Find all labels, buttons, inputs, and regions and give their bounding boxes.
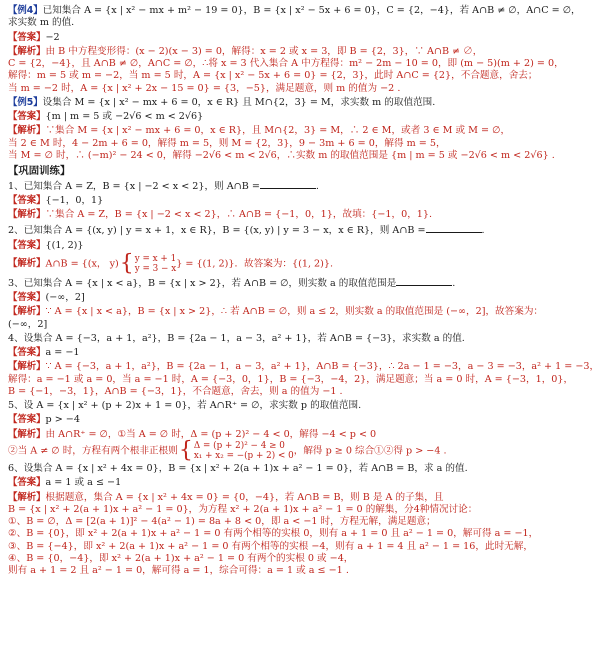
exercise-1-solution: 【解析】∵集合 A = Z，B = {x | −2 < x < 2}，∴ A∩B = {−1，0，1}，故填：{−1，0，1}. — [8, 209, 433, 221]
example-5-question: 【例5】设集合 M = {x | x² − mx + 6 = 0，x ∈ R} 且 M∩{2，3} = M，求实数 m 的取值范围. — [8, 96, 436, 108]
answer-tag: 【答案】 — [8, 31, 46, 43]
exercise-6-solution-6: ④、B = {0，−4}，即 x² + 2(a + 1)x + a² − 1 = 0 有两个的实根 0 或 −4， — [8, 552, 354, 564]
exercise-5 — [8, 400, 492, 464]
example-4-solution-1: 【解析】由 B 中方程变形得：(x − 2)(x − 3) = 0，解得：x = 2 或 x = 3，即 B = {2，3}，∵ A∩B ≠ ∅， — [8, 45, 483, 57]
exercise-6-solution-5: ③、B = {−4}，即 x² + 2(a + 1)x + a² − 1 = 0 有两个相等的实根 −4，则有 a + 1 = 4 且 a² − 1 = 16，此时无解， — [8, 540, 533, 552]
exercise-6-solution-7: 则有 a + 1 = 2 且 a² − 1 = 0，解可得 a = 1，综合可得：a = 1 或 a ≤ −1 . — [8, 565, 349, 577]
answer-blank — [396, 276, 452, 286]
exercise-3-question: 3、已知集合 A = {x | x < a}，B = {x | x > 2}，若 A∩B = ∅，则实数 a 的取值范围是 . — [8, 277, 456, 289]
exercise-6-solution-2: B = {x | x² + 2(a + 1)x + a² − 1 = 0}，为方程 x² + 2(a + 1)x + a² − 1 = 0 的解集，分4种情况讨论： — [8, 503, 478, 515]
exercise-6-answer: 【答案】a = 1 或 a ≤ −1 — [8, 477, 122, 489]
exercise-6-solution-3: ①、B = ∅，Δ = [2(a + 1)]² − 4(a² − 1) = 8a + 8 < 0，即 a < −1 时，方程无解，满足题意； — [8, 516, 436, 528]
exercise-6-solution-1: 【解析】根据题意，集合 A = {x | x² + 4x = 0} = {0，−4}，若 A∩B = B，则 B 是 A 的子集，且 — [8, 491, 444, 503]
example-4-solution-3: 解得：m = 5 或 m = −2，当 m = 5 时，A = {x | x² − 5x + 6 = 0} = {2，3}，此时 A∩C = {2}，不合题意，舍去； — [8, 70, 538, 82]
exercise-1 — [8, 179, 492, 222]
exercise-3-solution-1: 【解析】∵ A = {x | x < a}，B = {x | x > 2}，∴ 若 A∩B = ∅，则 a ≤ 2，则实数 a 的取值范围是 (−∞，2]，故答案为： — [8, 306, 544, 318]
equation-system: y = x + 1 y = 3 − x — [134, 253, 177, 274]
example-4-question — [8, 5, 581, 17]
example-4-solution-2: C = {2，−4}，且 A∩B ≠ ∅，A∩C = ∅，∴将 x = 3 代入集合 A 中方程得：m² − 2m − 10 = 0，即 (m − 5)(m + 2) = 0， — [8, 58, 564, 70]
exercise-6-question: 6、设集合 A = {x | x² + 4x = 0}，B = {x | x² + 2(a + 1)x + a² − 1 = 0}，若 A∩B = B，求 a 的值. — [8, 463, 468, 475]
exercise-3-solution-2: (−∞，2] — [8, 318, 48, 330]
exercise-4-solution-2: 解得：a = −1 或 a = 0，当 a = −1 时，A = {−3，0，1}，B = {−3，−4，2}，满足题意；当 a = 0 时，A = {−3，1，0}， — [8, 373, 574, 385]
exercise-2-question: 2、已知集合 A = {(x, y) | y = x + 1，x ∈ R}，B = {(x, y) | y = 3 − x，x ∈ R}，则 A∩B = . — [8, 225, 485, 237]
solution-tag: 【解析】 — [8, 45, 46, 57]
exercise-5-solution-2: ②当 A ≠ ∅ 时，方程有两个根非正根则{Δ = (p + 2)² − 4 ≥ 0 x₁ + x₂ = −(p + 2) < 0，解得 p ≥ 0 综合①②得 p > −4 . — [8, 438, 447, 464]
exercise-6 — [8, 463, 539, 577]
exercise-4-question: 4、设集合 A = {−3，a + 1，a²}，B = {2a − 1，a − 3，a² + 1}，若 A∩B = {−3}，求实数 a 的值. — [8, 332, 465, 344]
exercise-4 — [8, 332, 599, 398]
example-5 — [8, 96, 555, 162]
example-5-tag: 【例5】 — [8, 96, 43, 108]
exercise-6-solution-4: ②、B = {0}，即 x² + 2(a + 1)x + a² − 1 = 0 有两个相等的实根 0，则有 a + 1 = 0 且 a² − 1 = 0，解可得 a = −1， — [8, 528, 539, 540]
answer-blank — [260, 179, 316, 189]
example-5-solution-1: 【解析】∵集合 M = {x | x² − mx + 6 = 0，x ∈ R}，且 M∩{2，3} = M，∴ 2 ∈ M，或者 3 ∈ M 或 M = ∅， — [8, 125, 511, 137]
exercise-1-question: 1、已知集合 A = Z，B = {x | −2 < x < 2}，则 A∩B = . — [8, 180, 319, 192]
exercise-5-solution-1: 【解析】由 A∩R⁺ = ∅，①当 A = ∅ 时，Δ = (p + 2)² − 4 < 0，解得 −4 < p < 0 — [8, 428, 377, 440]
exercise-2 — [8, 223, 492, 274]
exercise-2-answer: 【答案】{(1, 2)} — [8, 239, 84, 251]
example-4-tag: 【例4】 — [8, 5, 43, 16]
example-4-text-2: 求实数 m 的值. — [8, 17, 75, 29]
exercise-2-solution: 【解析】A∩B = {(x， y){y = x + 1 y = 3 − x} = {(1, 2)}．故答案为：{(1, 2)}. — [8, 250, 334, 276]
example-4-answer-value: −2 — [45, 31, 60, 43]
example-5-answer: 【答案】{m | m = 5 或 −2√6 < m < 2√6} — [8, 111, 204, 123]
exercise-3 — [8, 276, 544, 331]
exercise-1-answer: 【答案】{−1，0，1} — [8, 194, 104, 206]
exercise-5-answer: 【答案】p > −4 — [8, 414, 80, 426]
section-heading: 【巩固训练】 — [8, 165, 71, 178]
example-4-solution-4: 当 m = −2 时，A = {x | x² + 2x − 15 = 0} = {3，−5}，满足题意，则 m 的值为 −2 . — [8, 82, 401, 94]
system-brace: { — [178, 438, 193, 464]
example-5-solution-2: 当 2 ∈ M 时，4 − 2m + 6 = 0，解得 m = 5，则 M = {2，3}，9 − 3m + 6 = 0，解得 m = 5， — [8, 137, 446, 149]
exercise-5-question: 5、设 A = {x | x² + (p + 2)x + 1 = 0}，若 A∩R⁺ = ∅，求实数 p 的取值范围. — [8, 400, 362, 412]
example-4 — [8, 5, 581, 95]
example-4-text-1: 已知集合 A = {x | x² − mx + m² − 19 = 0}，B = {x | x² − 5x + 6 = 0}，C = {2，−4}，若 A∩B ≠ ∅，A∩C = ∅， — [42, 5, 581, 16]
exercise-3-answer: 【答案】(−∞，2] — [8, 292, 85, 304]
system-brace: { — [119, 250, 134, 276]
answer-blank — [426, 223, 482, 233]
solution-tag: 【解析】 — [8, 125, 46, 137]
exercise-4-answer: 【答案】a = −1 — [8, 347, 80, 359]
answer-tag: 【答案】 — [8, 111, 46, 123]
exercise-4-solution-3: B = {−1，−3，1}，A∩B = {−3，1}，不合题意，舍去，则 a 的值为 −1 . — [8, 385, 343, 397]
equation-system: Δ = (p + 2)² − 4 ≥ 0 x₁ + x₂ = −(p + 2) < 0 — [193, 441, 294, 462]
example-4-answer — [8, 32, 492, 44]
example-5-solution-3: 当 M = ∅ 时，∴ (−m)² − 24 < 0，解得 −2√6 < m < 2√6，∴实数 m 的取值范围是 {m | m = 5 或 −2√6 < m < 2√6} . — [8, 149, 555, 161]
exercise-4-solution-1: 【解析】∵ A = {−3，a + 1，a²}，B = {2a − 1，a − 3，a² + 1}，A∩B = {−3}，∴ 2a − 1 = −3，a − 3 = −3，a² + 1 = −3， — [8, 361, 599, 373]
